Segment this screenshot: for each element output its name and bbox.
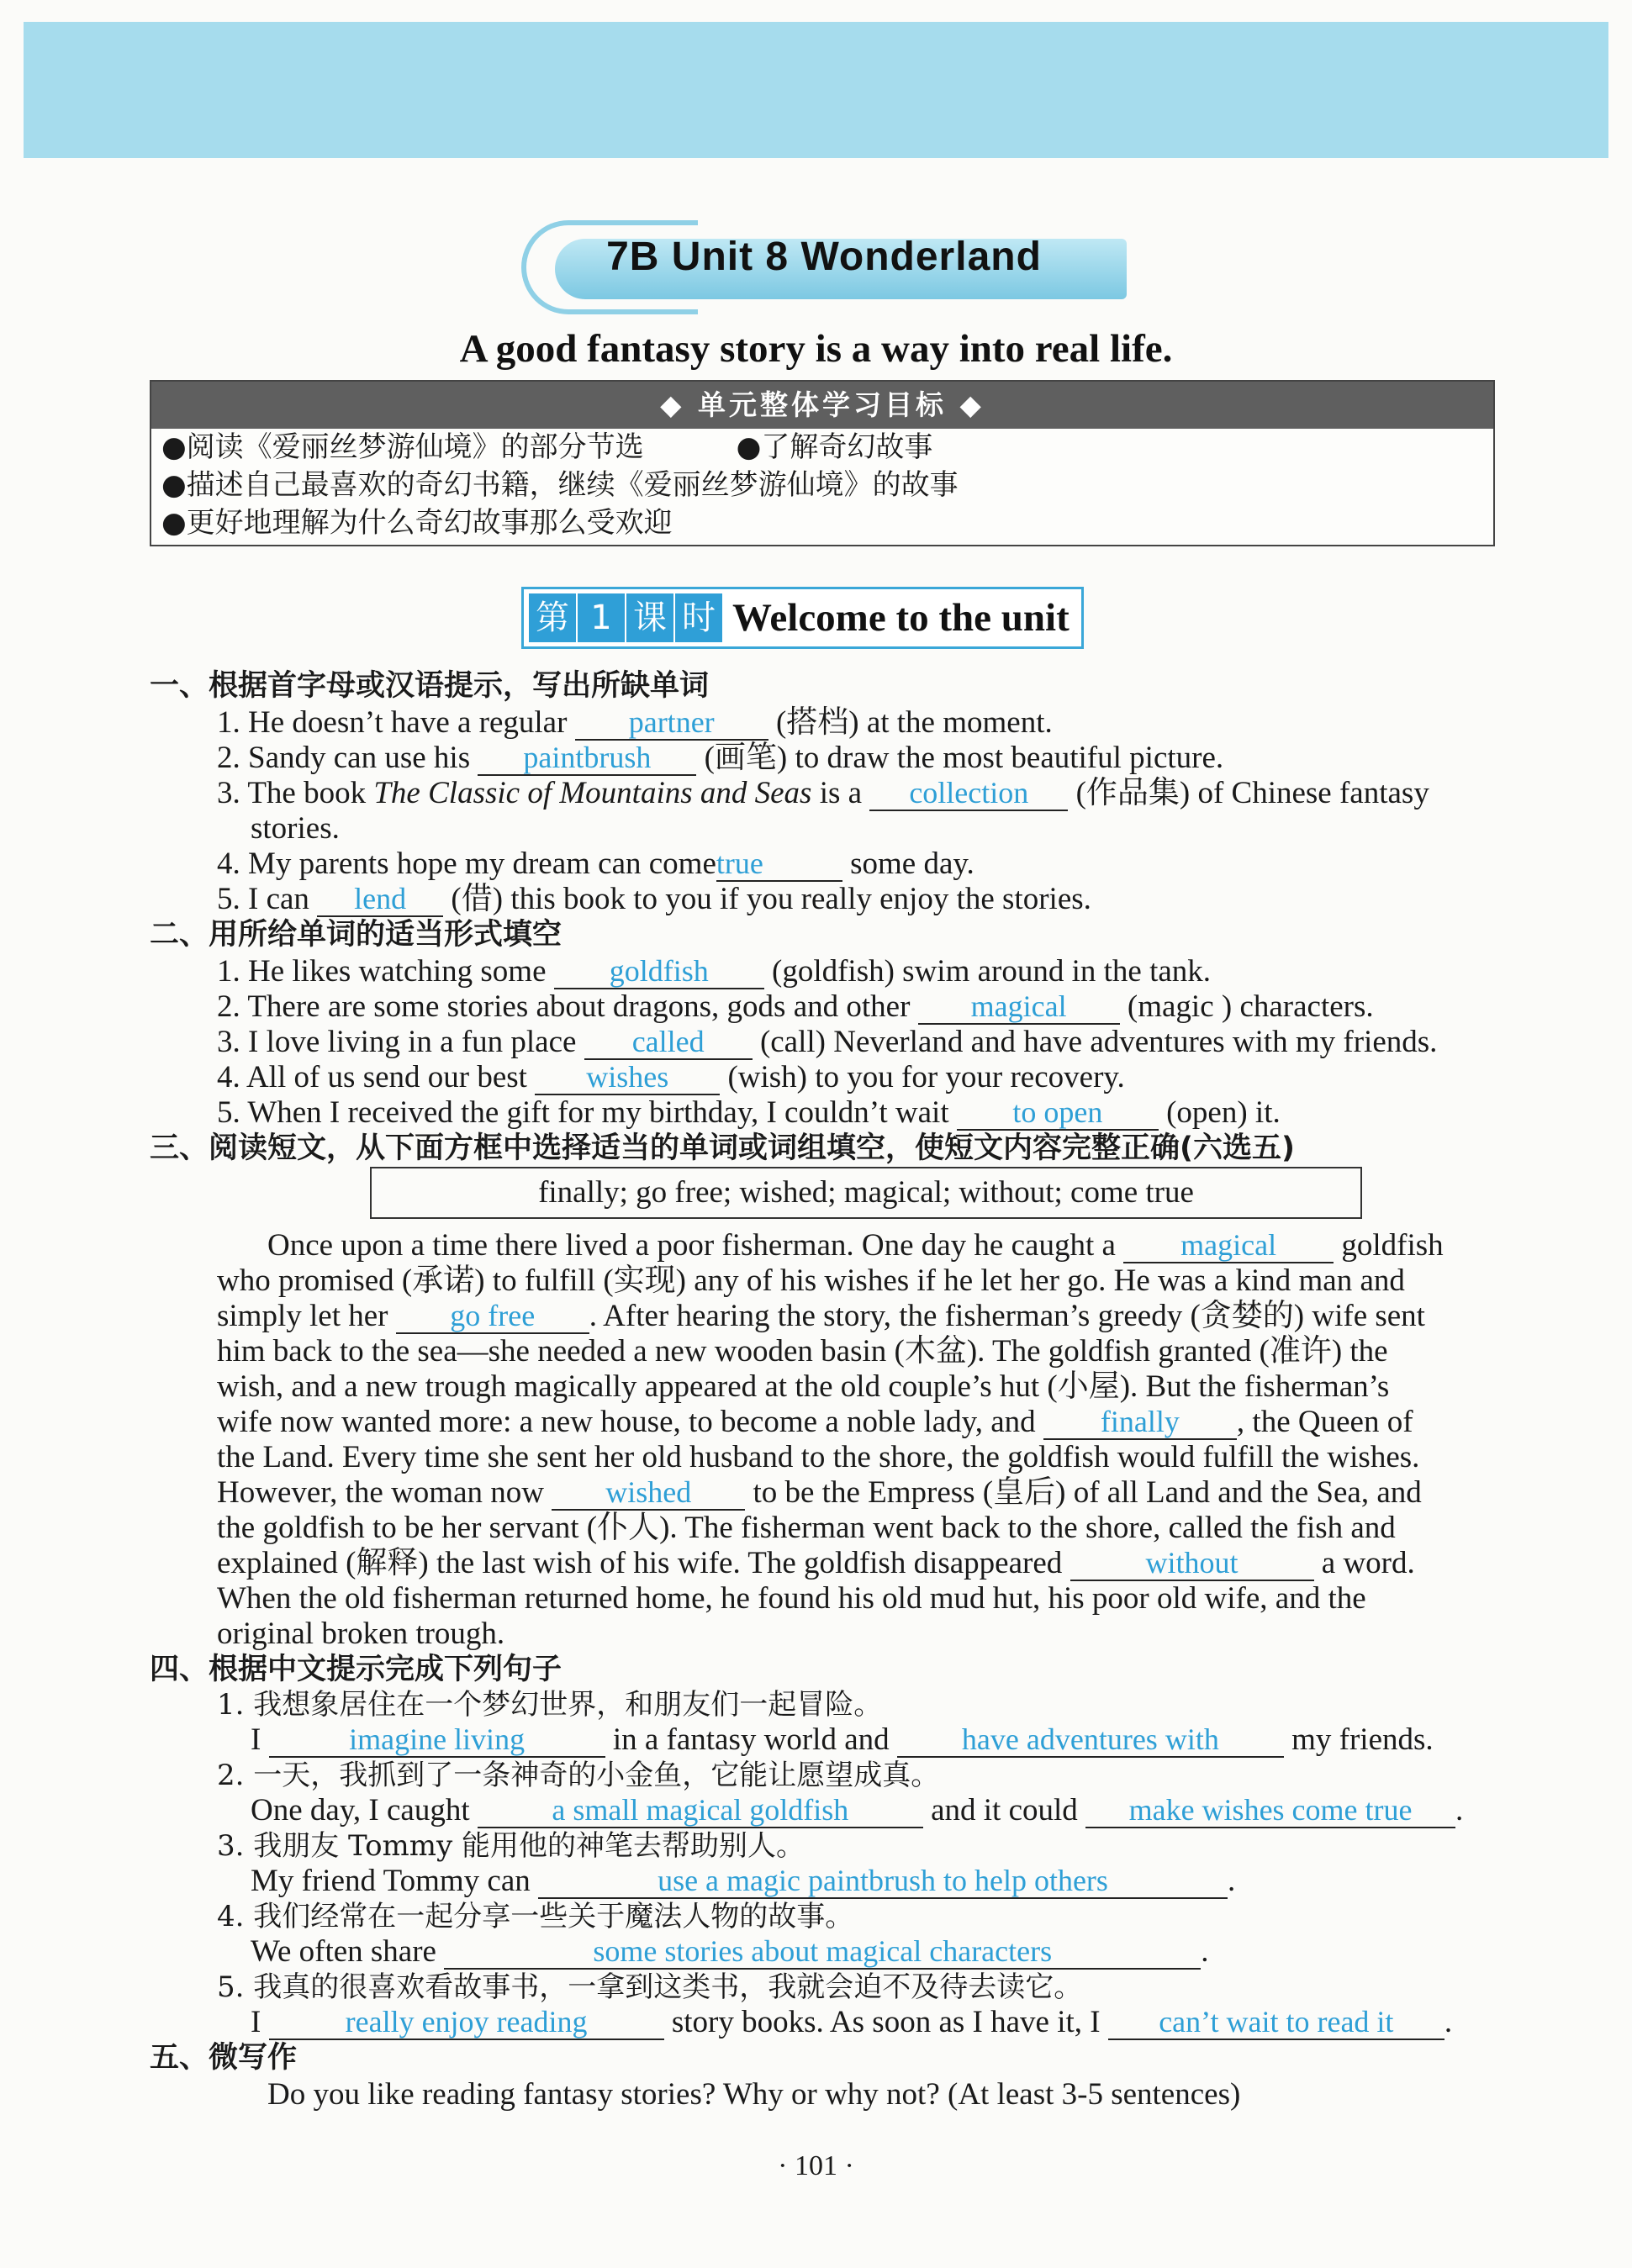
unit-title: 7B Unit 8 Wonderland <box>606 235 1042 279</box>
lesson-char: 第 <box>529 593 576 642</box>
lesson-title: Welcome to the unit <box>732 596 1070 640</box>
unit-motto: A good fantasy story is a way into real life. <box>459 327 1173 371</box>
translation-line: One day, I caught a small magical goldfish and it could make wishes come true . <box>251 1793 1464 1828</box>
chinese-prompt: 1. 我想象居住在一个梦幻世界，和朋友们一起冒险。 <box>217 1688 883 1722</box>
goal-line <box>151 429 1493 467</box>
passage-line: who promised (承诺) to fulfill (实现) any of his wishes if he let her go. He was a kind man and <box>217 1263 1405 1298</box>
answer-blank: called <box>584 1025 753 1060</box>
answer-blank: magical <box>1123 1228 1334 1263</box>
word-bank-box: finally; go free; wished; magical; without; come true <box>370 1167 1362 1219</box>
answer-blank: true <box>716 847 842 882</box>
answer-blank: use a magic paintbrush to help others <box>538 1864 1228 1899</box>
lesson-number: 1 <box>578 593 625 642</box>
section-3-heading: 三、阅读短文，从下面方框中选择适当的单词或词组填空，使短文内容完整正确(六选五) <box>150 1131 1295 1165</box>
writing-prompt: Do you like reading fantasy stories? Why or why not? (At least 3-5 sentences) <box>267 2077 1241 2112</box>
passage-line: simply let her go free . After hearing the story, the fisherman’s greedy (贪婪的) wife sent <box>217 1299 1425 1333</box>
book-title: The Classic of Mountains and Seas <box>373 776 812 810</box>
answer-blank: goldfish <box>554 954 764 989</box>
chinese-prompt: 4. 我们经常在一起分享一些关于魔法人物的故事。 <box>217 1900 854 1933</box>
passage-line: wish, and a new trough magically appeared at the old couple’s hut (小屋). But the fisherman’s <box>217 1369 1390 1404</box>
translation-line: We often share some stories about magical characters . <box>251 1934 1209 1969</box>
exercise-item: 1. He likes watching some goldfish (goldfish) swim around in the tank. <box>217 954 1212 989</box>
answer-blank: partner <box>575 705 768 741</box>
passage-line: However, the woman now wished to be the Empress (皇后) of all Land and the Sea, and <box>217 1475 1422 1510</box>
passage-line: the Land. Every time she sent her old husband to the shore, the goldfish would fulfill the wishes. <box>217 1440 1420 1474</box>
goal-item: ●阅读《爱丽丝梦游仙境》的部分节选 <box>161 430 644 464</box>
learning-goals-box <box>150 380 1495 546</box>
exercise-item: 3. I love living in a fun place called (call) Neverland and have adventures with my friends. <box>217 1025 1438 1059</box>
exercise-item: 4. My parents hope my dream can cometrue some day. <box>217 847 974 881</box>
passage-line: Once upon a time there lived a poor fisherman. One day he caught a magical goldfish <box>267 1228 1444 1263</box>
translation-line: I really enjoy reading story books. As soon as I have it, I can’t wait to read it . <box>251 2005 1453 2039</box>
chinese-prompt: 3. 我朋友 Tommy 能用他的神笔去帮助别人。 <box>217 1829 805 1863</box>
passage-line: original broken trough. <box>217 1617 505 1651</box>
answer-blank: paintbrush <box>478 741 696 776</box>
answer-blank: can’t wait to read it <box>1108 2005 1445 2040</box>
chinese-prompt: 5. 我真的很喜欢看故事书，一拿到这类书，我就会迫不及待去读它。 <box>217 1970 1083 2004</box>
answer-blank: lend <box>317 882 443 917</box>
lesson-char: 课 <box>626 593 673 642</box>
goal-line <box>151 504 1493 542</box>
answer-blank: really enjoy reading <box>269 2005 664 2040</box>
translation-line: I imagine living in a fantasy world and have adventures with my friends. <box>251 1722 1434 1757</box>
exercise-item: 5. I can lend (借) this book to you if you really enjoy the stories. <box>217 882 1091 916</box>
unit-banner <box>521 220 1127 314</box>
exercise-item: 2. Sandy can use his paintbrush (画笔) to draw the most beautiful picture. <box>217 741 1224 775</box>
exercise-item: 3. The book The Classic of Mountains and Seas is a collection (作品集) of Chinese fantasy <box>217 776 1429 810</box>
exercise-item: 2. There are some stories about dragons, gods and other magical (magic ) characters. <box>217 989 1374 1024</box>
goal-line <box>151 467 1493 504</box>
exercise-item: 1. He doesn’t have a regular partner (搭档) at the moment. <box>217 705 1053 740</box>
answer-blank: go free <box>396 1299 589 1334</box>
passage-line: the goldfish to be her servant (仆人). The fisherman went back to the shore, called the fish and <box>217 1511 1396 1545</box>
exercise-item: 5. When I received the gift for my birthday, I couldn’t wait to open (open) it. <box>217 1095 1281 1130</box>
answer-blank: magical <box>918 989 1120 1025</box>
lesson-char: 时 <box>675 593 722 642</box>
answer-blank: without <box>1070 1546 1314 1581</box>
chinese-prompt: 2. 一天，我抓到了一条神奇的小金鱼，它能让愿望成真。 <box>217 1759 940 1792</box>
exercise-continuation: stories. <box>251 811 340 846</box>
section-1-heading: 一、根据首字母或汉语提示，写出所缺单词 <box>150 669 710 703</box>
answer-blank: a small magical goldfish <box>478 1793 923 1828</box>
goal-item: ●了解奇幻故事 <box>736 430 933 464</box>
answer-blank: some stories about magical characters <box>444 1934 1201 1970</box>
answer-blank: to open <box>957 1095 1159 1131</box>
answer-blank: finally <box>1043 1405 1237 1440</box>
passage-line: him back to the sea—she needed a new wooden basin (木盆). The goldfish granted (准许) the <box>217 1334 1388 1369</box>
page-number: · 101 · <box>778 2150 854 2181</box>
goal-item: ●更好地理解为什么奇幻故事那么受欢迎 <box>161 506 673 540</box>
answer-blank: collection <box>869 776 1068 811</box>
answer-blank: wished <box>552 1475 745 1511</box>
answer-blank: make wishes come true <box>1085 1793 1455 1828</box>
goals-heading: ◆ 单元整体学习目标 ◆ <box>151 382 1493 429</box>
header-band <box>24 22 1608 158</box>
section-2-heading: 二、用所给单词的适当形式填空 <box>150 918 562 952</box>
translation-line: My friend Tommy can use a magic paintbrush to help others . <box>251 1864 1236 1898</box>
section-5-heading: 五、微写作 <box>150 2041 298 2075</box>
section-4-heading: 四、根据中文提示完成下列句子 <box>150 1653 562 1686</box>
passage-line: When the old fisherman returned home, he found his old mud hut, his poor old wife, and the <box>217 1581 1366 1616</box>
passage-line: explained (解释) the last wish of his wife. The goldfish disappeared without a word. <box>217 1546 1415 1580</box>
goal-item: ●描述自己最喜欢的奇幻书籍，继续《爱丽丝梦游仙境》的故事 <box>161 468 959 502</box>
answer-blank: wishes <box>535 1060 720 1095</box>
answer-blank: imagine living <box>269 1722 605 1758</box>
lesson-banner <box>521 587 1084 649</box>
exercise-item: 4. All of us send our best wishes (wish) to you for your recovery. <box>217 1060 1125 1094</box>
answer-blank: have adventures with <box>897 1722 1284 1758</box>
passage-line: wife now wanted more: a new house, to become a noble lady, and finally , the Queen of <box>217 1405 1413 1439</box>
